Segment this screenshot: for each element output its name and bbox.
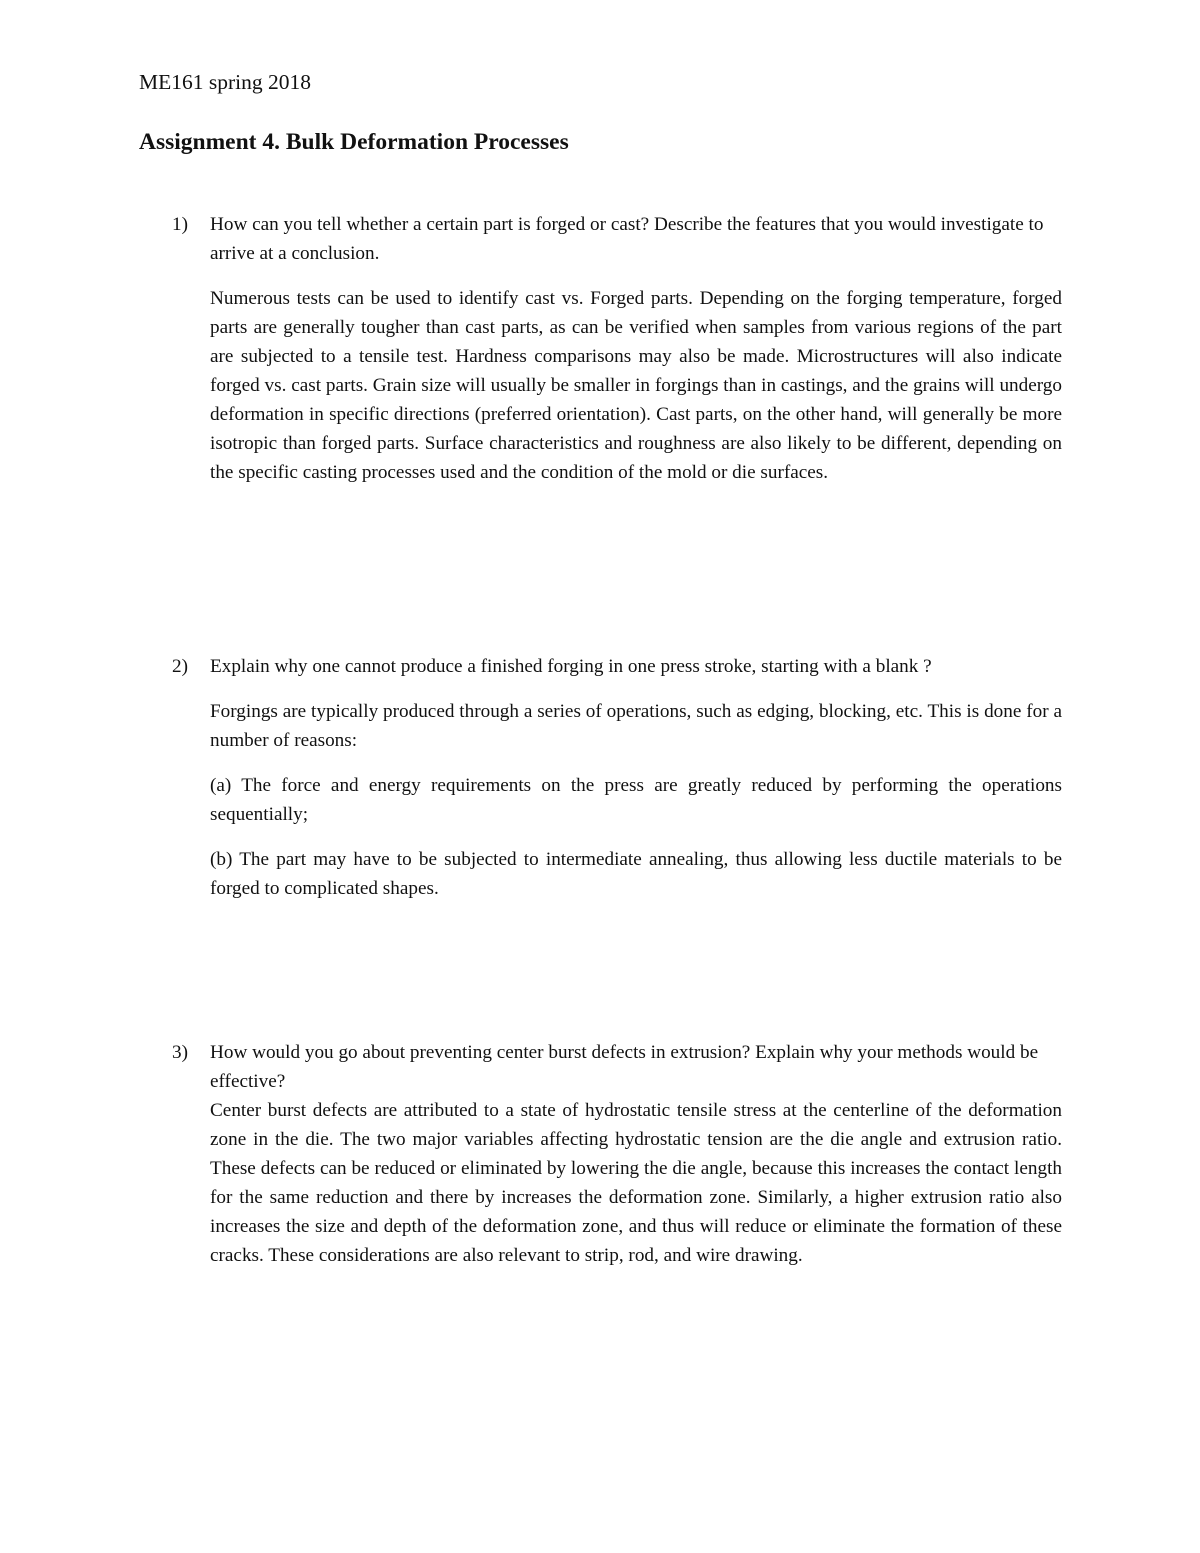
assignment-title: Assignment 4. Bulk Deformation Processes — [139, 129, 569, 155]
answer-paragraph: (b) The part may have to be subjected to intermediate annealing, thus allowing less ductile materials to be forged to complicated shapes. — [210, 849, 1062, 899]
question-body — [210, 652, 1062, 903]
question-body — [210, 1038, 1062, 1270]
course-header: ME161 spring 2018 — [139, 70, 311, 94]
question-text: How would you go about preventing center burst defects in extrusion? Explain why your methods would be effective? — [210, 1042, 1039, 1092]
question-number: 1) — [172, 214, 188, 235]
question-text: How can you tell whether a certain part is forged or cast? Describe the features that you would investigate to arrive at a conclusion. — [210, 214, 1044, 264]
answer-paragraph: (a) The force and energy requirements on the press are greatly reduced by performing the operations sequentially; — [210, 775, 1062, 825]
question-1 — [172, 210, 1062, 487]
question-text: Explain why one cannot produce a finished forging in one press stroke, starting with a blank ? — [210, 656, 932, 677]
question-number: 2) — [172, 656, 188, 677]
answer-paragraph: Numerous tests can be used to identify cast vs. Forged parts. Depending on the forging temperature, forged parts are generally tougher than cast parts, as can be verified when samples from various regions of the part are subjected to a tensile test. Hardness comparisons may also be made. Microstructures will also indicate forged vs. cast parts. Grain size will usually be smaller in forgings than in castings, and the grains will undergo deformation in specific directions (preferred orientation). Cast parts, on the other hand, will generally be more isotropic than forged parts. Surface characteristics and roughness are also likely to be different, depending on the specific casting processes used and the condition of the mold or die surfaces. — [210, 288, 1062, 483]
answer-paragraph: Center burst defects are attributed to a state of hydrostatic tensile stress at the centerline of the deformation zone in the die. The two major variables affecting hydrostatic tension are the die angle and extrusion ratio. These defects can be reduced or eliminated by lowering the die angle, because this increases the contact length for the same reduction and there by increases the deformation zone. Similarly, a higher extrusion ratio also increases the size and depth of the deformation zone, and thus will reduce or eliminate the formation of these cracks. These considerations are also relevant to strip, rod, and wire drawing. — [210, 1100, 1062, 1266]
answer-paragraph: Forgings are typically produced through a series of operations, such as edging, blocking, etc. This is done for a number of reasons: — [210, 701, 1062, 751]
question-body — [210, 210, 1062, 487]
question-3 — [172, 1038, 1062, 1270]
question-2 — [172, 652, 1062, 903]
question-number: 3) — [172, 1042, 188, 1063]
